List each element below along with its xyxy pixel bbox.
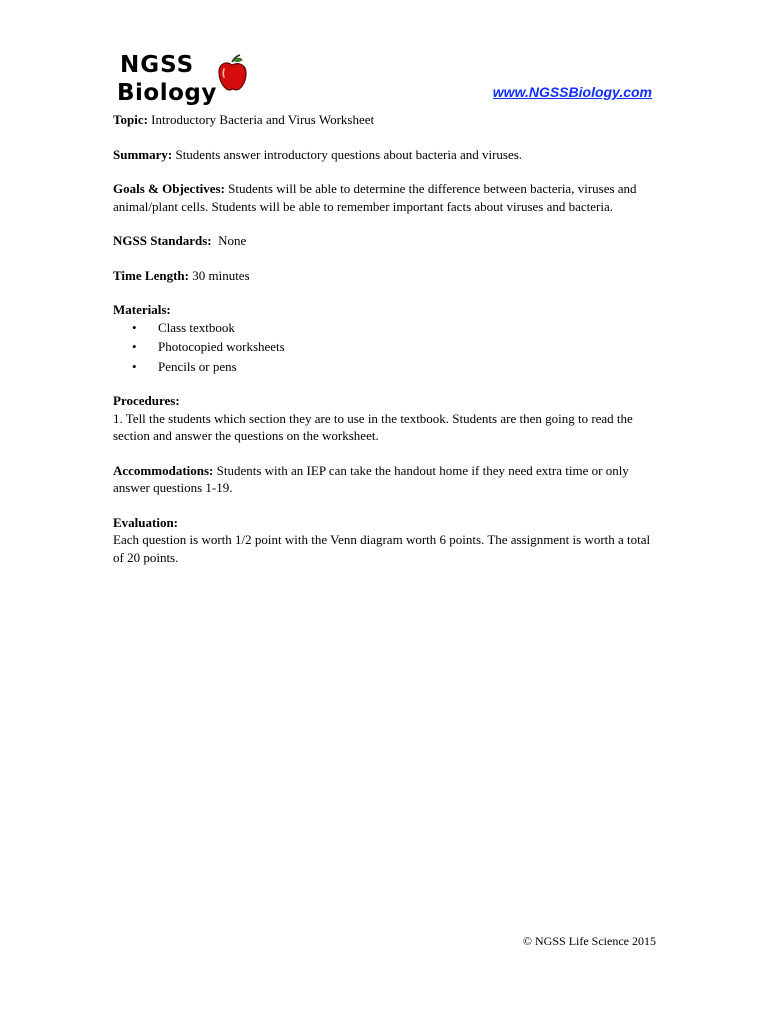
topic-section <box>113 111 658 129</box>
evaluation-text: Each question is worth 1/2 point with the Venn diagram worth 6 points. The assignment is worth a total of 20 points. <box>113 532 651 565</box>
standards-label: NGSS Standards: <box>113 233 212 248</box>
summary-section <box>113 146 658 164</box>
standards-section <box>113 232 658 250</box>
summary-label: Summary: <box>113 146 173 162</box>
evaluation-section <box>113 514 658 567</box>
goals-text: Students will be able to determine the difference between bacteria, viruses and animal/plant cells. Students will be able to remember important facts about viruses and bacteria. <box>113 181 637 214</box>
copyright-footer: © NGSS Life Science 2015 <box>522 934 656 948</box>
website-link[interactable]: www.NGSSBiology.com <box>492 84 652 100</box>
summary-text: Students answer introductory questions about bacteria and viruses. <box>175 146 523 162</box>
logo-text-biology: Biology <box>117 80 217 106</box>
procedures-label: Procedures: <box>113 393 180 408</box>
standards-text: None <box>218 233 247 248</box>
goals-section <box>113 180 658 215</box>
materials-section <box>113 301 658 375</box>
materials-label: Materials: <box>113 302 171 317</box>
goals-label: Goals & Objectives: <box>113 181 225 196</box>
accommodations-section <box>113 462 658 497</box>
topic-text: Introductory Bacteria and Virus Worksheet <box>151 112 375 127</box>
time-section <box>113 267 658 285</box>
list-item: • Pencils or pens <box>158 358 658 376</box>
list-item: • Class textbook <box>158 319 658 337</box>
procedures-section <box>113 392 658 445</box>
accommodations-label: Accommodations: <box>113 462 214 478</box>
evaluation-label: Evaluation: <box>113 514 179 530</box>
topic-label: Topic: <box>113 112 148 127</box>
lesson-plan-body <box>113 111 658 583</box>
time-text: 30 minutes <box>192 267 250 283</box>
accommodations-text: Students with an IEP can take the handout home if they need extra time or only answer questions 1-19. <box>113 462 629 495</box>
materials-list <box>113 319 658 376</box>
procedures-text: 1. Tell the students which section they are to use in the textbook. Students are then going to read the section and answer the questions on the worksheet. <box>113 410 633 443</box>
list-item: • Photocopied worksheets <box>158 338 658 356</box>
logo-text-ngss: NGSS <box>120 52 195 78</box>
time-label: Time Length: <box>113 267 189 283</box>
ngss-biology-logo <box>112 46 247 110</box>
apple-icon <box>216 54 248 94</box>
